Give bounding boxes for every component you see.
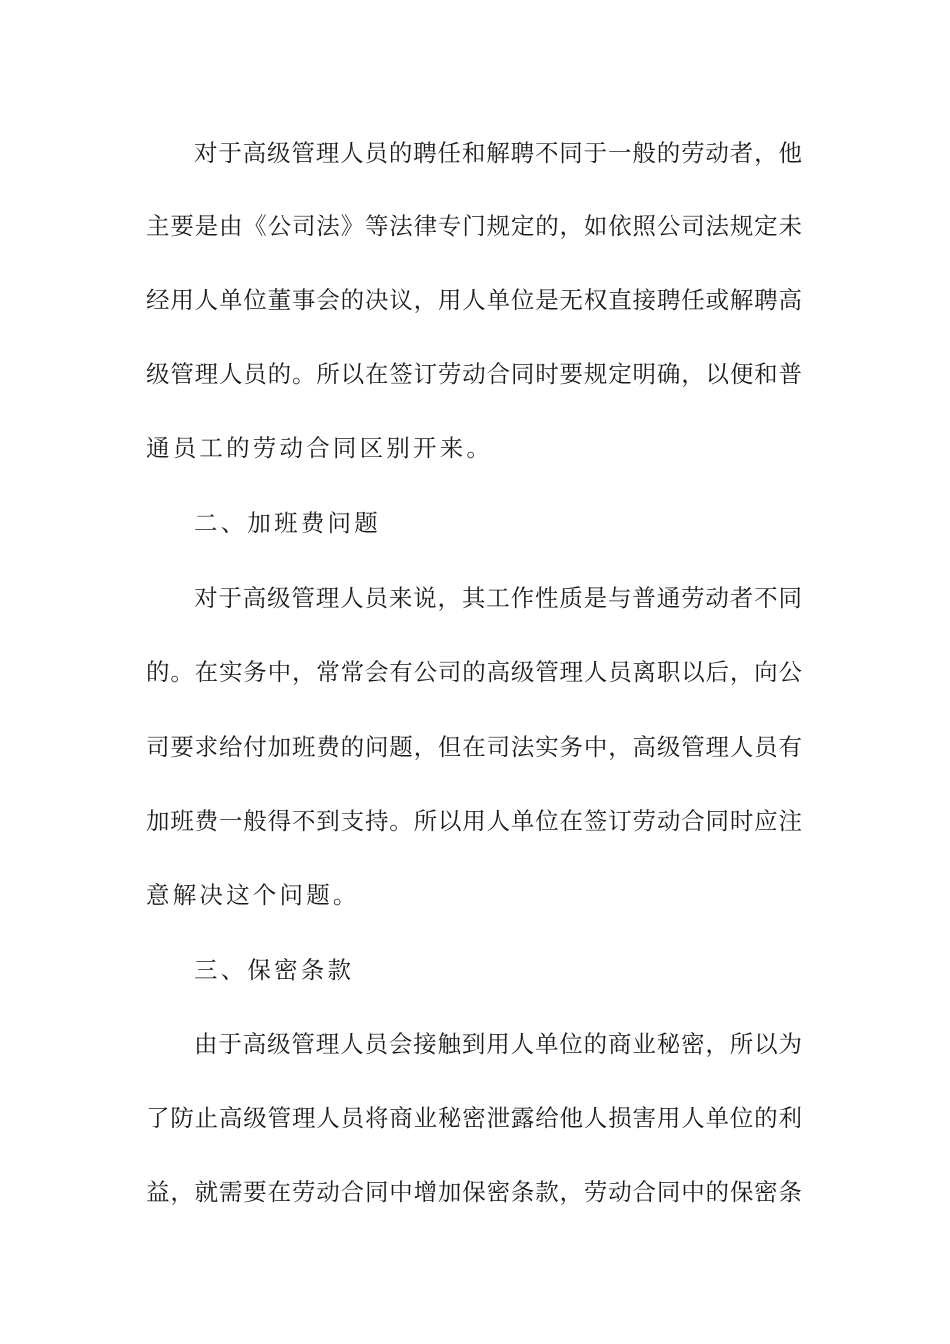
paragraph-1-line-5: 通员工的劳动合同区别开来。 bbox=[146, 434, 494, 462]
paragraph-1-line-1: 对于高级管理人员的聘任和解聘不同于一般的劳动者，他 bbox=[194, 139, 802, 167]
paragraph-3-line-3: 益，就需要在劳动合同中增加保密条款，劳动合同中的保密条 bbox=[146, 1178, 802, 1206]
paragraph-1-line-2: 主要是由《公司法》等法律专门规定的，如依照公司法规定未 bbox=[146, 212, 802, 240]
paragraph-2-line-3: 司要求给付加班费的问题，但在司法实务中，高级管理人员有 bbox=[146, 733, 802, 761]
paragraph-3-line-1: 由于高级管理人员会接触到用人单位的商业秘密，所以为 bbox=[194, 1030, 802, 1058]
paragraph-2-line-5: 意解决这个问题。 bbox=[146, 881, 360, 909]
paragraph-2-line-4: 加班费一般得不到支持。所以用人单位在签订劳动合同时应注 bbox=[146, 807, 802, 835]
paragraph-1-line-4: 级管理人员的。所以在签订劳动合同时要规定明确，以便和普 bbox=[146, 360, 802, 388]
section-heading-overtime: 二、加班费问题 bbox=[194, 509, 381, 537]
paragraph-2-line-1: 对于高级管理人员来说，其工作性质是与普通劳动者不同 bbox=[194, 584, 802, 612]
section-heading-confidentiality: 三、保密条款 bbox=[194, 956, 355, 984]
paragraph-3-line-2: 了防止高级管理人员将商业秘密泄露给他人损害用人单位的利 bbox=[146, 1104, 802, 1132]
paragraph-2-line-2: 的。在实务中，常常会有公司的高级管理人员离职以后，向公 bbox=[146, 658, 802, 686]
paragraph-1-line-3: 经用人单位董事会的决议，用人单位是无权直接聘任或解聘高 bbox=[146, 286, 802, 314]
